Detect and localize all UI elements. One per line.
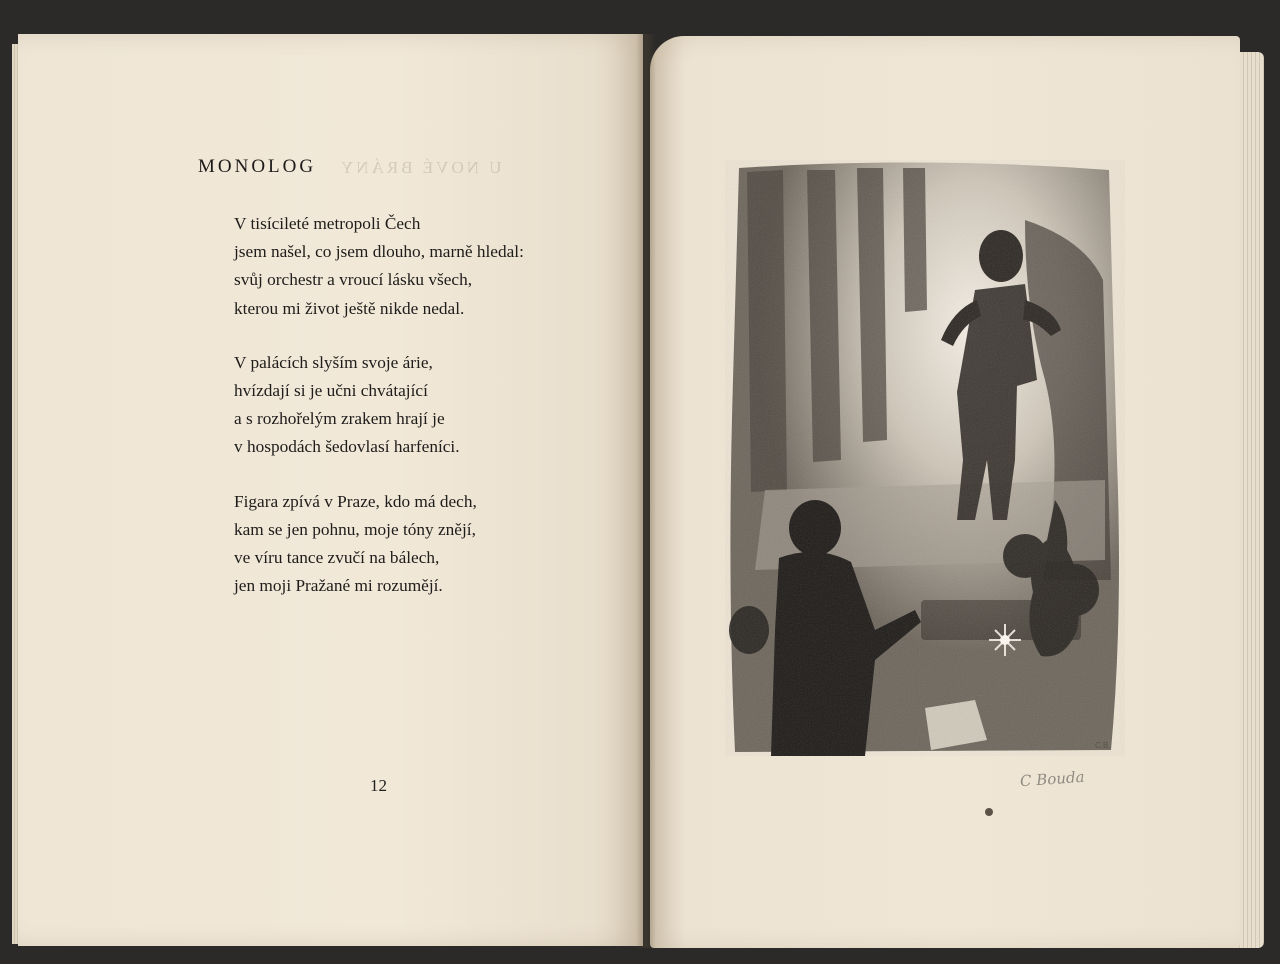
illustration-monogram: C.B. [1095, 741, 1111, 750]
stanza [234, 349, 594, 462]
poem-line: v hospodách šedovlasí harfeníci. [234, 437, 460, 457]
poem-line: ve víru tance zvučí na bálech, [234, 548, 440, 568]
paper-hole [985, 808, 993, 816]
book-gutter [636, 34, 656, 948]
poem-body [234, 210, 594, 626]
poem-line: svůj orchestr a vroucí lásku všech, [234, 270, 473, 290]
poem-line: hvízdají si je učni chvátající [234, 381, 428, 401]
poem-line: V tisícileté metropoli Čech [234, 214, 421, 233]
poem-line: Figara zpívá v Praze, kdo má dech, [234, 491, 477, 511]
artist-signature: C Bouda [1019, 767, 1086, 791]
stanza [234, 488, 594, 601]
stanza [234, 210, 594, 323]
poem-line: jsem našel, co jsem dlouho, marně hledal: [234, 242, 524, 262]
poem-title: MONOLOG [198, 156, 317, 177]
poem-line: a s rozhořelým zrakem hrají je [234, 409, 445, 429]
poem-line: kam se jen pohnu, moje tóny znějí, [234, 519, 476, 539]
lithograph-illustration [725, 160, 1125, 756]
bleed-through-text: U NOVÉ BRÁNY [338, 158, 502, 177]
poem-line: kterou mi život ještě nikde nedal. [234, 298, 465, 318]
poem-line: V palácích slyším svoje árie, [234, 352, 433, 372]
poem-line: jen moji Pražané mi rozumějí. [234, 576, 443, 596]
page-number: 12 [370, 776, 387, 795]
